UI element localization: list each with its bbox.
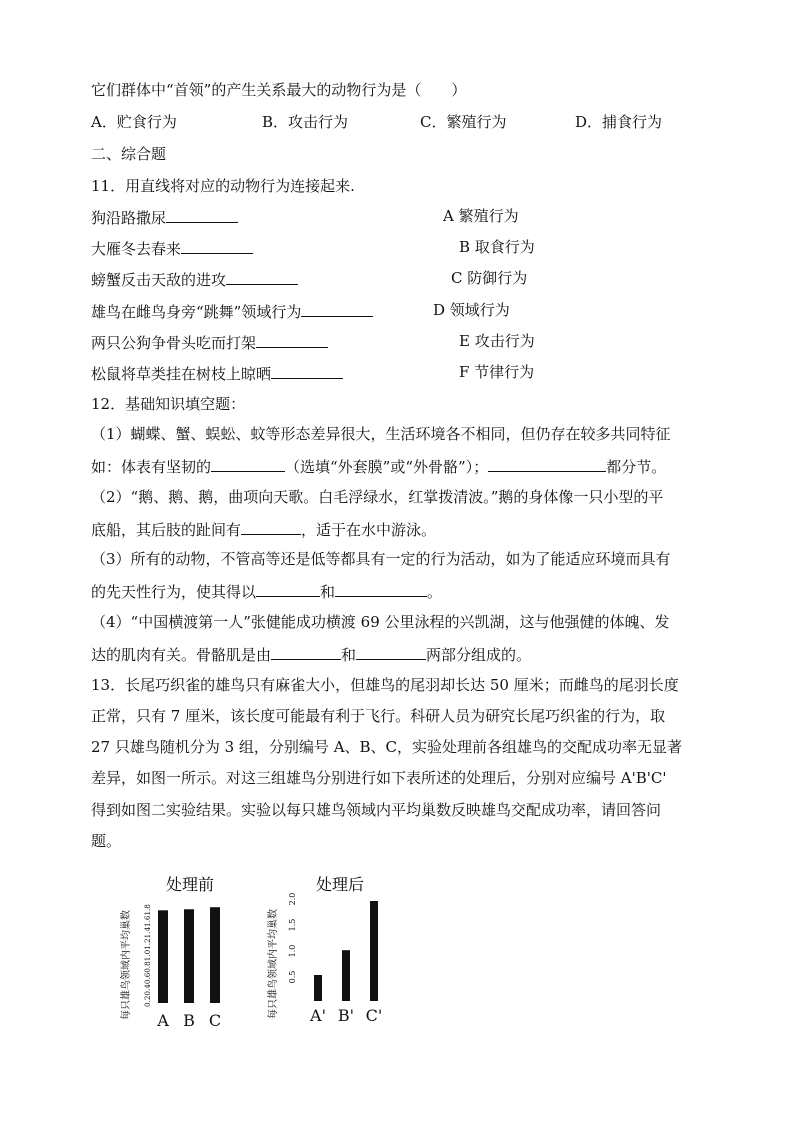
category-label: C xyxy=(208,1011,222,1030)
chart-before-treatment xyxy=(110,870,260,1035)
answer-blank[interactable] xyxy=(335,580,427,597)
q11-right-item: A 繁殖行为 xyxy=(443,207,519,225)
text: ，适于在水中游泳。 xyxy=(301,521,437,539)
text: 都分节。 xyxy=(606,458,667,476)
tick-label: 2.0 xyxy=(288,892,297,906)
tick-label: 1.5 xyxy=(288,918,297,932)
q12-part1-line2 xyxy=(91,455,666,477)
text: 的先天性行为，使其得以 xyxy=(91,583,257,601)
category-label: B' xyxy=(337,1006,355,1025)
q13-line: 正常，只有 7 厘米，该长度可能最有利于飞行。科研人员为研究长尾巧织雀的行为，取 xyxy=(91,707,666,725)
answer-blank[interactable] xyxy=(166,206,238,223)
q10-option-a[interactable]: A．贮食行为 xyxy=(91,113,177,131)
bar xyxy=(158,910,168,1003)
q13-line: 13．长尾巧织雀的雄鸟只有麻雀大小，但雄鸟的尾羽却长达 50 厘米；而雌鸟的尾羽长度 xyxy=(91,676,679,694)
q11-left-text: 大雁冬去春来 xyxy=(91,240,182,258)
q11-left-item xyxy=(91,300,373,322)
q11-right-item: C 防御行为 xyxy=(451,269,528,287)
q12-part3-line2 xyxy=(91,580,442,602)
q12-part2-line1: （2）“鹅、鹅、鹅，曲项向天歌。白毛浮绿水，红掌拨清波。”鹅的身体像一只小型的平 xyxy=(91,488,664,506)
chart-ylabel: 每只雄鸟领域内平均巢数 xyxy=(268,909,279,1019)
q12-part1-line1: （1）蝴蝶、蟹、蜈蚣、蚊等形态差异很大，生活环境各不相同，但仍存在较多共同特征 xyxy=(91,425,671,443)
q12-stem: 12．基础知识填空题： xyxy=(91,395,246,413)
category-label: C' xyxy=(365,1006,383,1025)
text: （选填“外套膜”或“外骨骼”）； xyxy=(285,458,489,476)
q11-left-text: 松鼠将草类挂在树枝上晾晒 xyxy=(91,365,272,383)
q11-left-item xyxy=(91,331,328,353)
q12-part4-line2 xyxy=(91,643,531,665)
q10-stem-tail: 它们群体中“首领”的产生关系最大的动物行为是（ ） xyxy=(91,81,467,99)
tick-label: 0.5 xyxy=(288,970,297,984)
q10-option-d[interactable]: D．捕食行为 xyxy=(575,113,663,131)
q13-line: 27 只雄鸟随机分为 3 组，分别编号 A、B、C，实验处理前各组雄鸟的交配成功率无显著 xyxy=(91,738,683,756)
text: 两部分组成的。 xyxy=(426,646,532,664)
q11-left-text: 狗沿路撒尿 xyxy=(91,209,167,227)
text: 如：体表有坚韧的 xyxy=(91,458,212,476)
answer-blank[interactable] xyxy=(226,268,298,285)
answer-blank[interactable] xyxy=(356,643,426,660)
q13-line: 题。 xyxy=(91,832,122,850)
q11-right-item: E 攻击行为 xyxy=(459,332,535,350)
chart-after-treatment xyxy=(262,870,412,1035)
answer-blank[interactable] xyxy=(271,362,343,379)
q10-option-c[interactable]: C．繁殖行为 xyxy=(420,113,507,131)
q11-left-item xyxy=(91,237,253,259)
bar xyxy=(184,909,194,1003)
text: 达的肌肉有关。骨骼肌是由 xyxy=(91,646,272,664)
answer-blank[interactable] xyxy=(256,331,328,348)
category-label: A' xyxy=(310,1006,326,1025)
q11-left-item xyxy=(91,206,238,228)
q11-right-item: F 节律行为 xyxy=(459,363,535,381)
answer-blank[interactable] xyxy=(271,643,341,660)
text: 和 xyxy=(320,583,336,601)
answer-blank[interactable] xyxy=(241,518,301,535)
q12-part4-line1: （4）“中国横渡第一人”张健能成功横渡 69 公里泳程的兴凯湖，这与他强健的体魄、发 xyxy=(91,613,670,631)
q11-left-text: 雄鸟在雌鸟身旁“跳舞”领域行为 xyxy=(91,303,302,321)
q12-part3-line1: （3）所有的动物，不管高等还是低等都具有一定的行为活动，如为了能适应环境而具有 xyxy=(91,550,671,568)
answer-blank[interactable] xyxy=(211,455,285,472)
q11-left-text: 螃蟹反击天敌的进攻 xyxy=(91,271,227,289)
answer-blank[interactable] xyxy=(301,300,373,317)
tick-label-strip: 0.20.40.60.81.01.21.41.61.8 xyxy=(143,904,152,1007)
chart-title: 处理后 xyxy=(315,875,365,894)
chart-title: 处理前 xyxy=(165,875,215,894)
q10-option-b[interactable]: B．攻击行为 xyxy=(262,113,349,131)
tick-label: 1.0 xyxy=(288,944,297,958)
chart-ylabel: 每只雄鸟领域内平均巢数 xyxy=(121,910,132,1020)
bar xyxy=(342,950,350,1001)
answer-blank[interactable] xyxy=(181,237,253,254)
bar xyxy=(370,901,378,1001)
q11-left-item xyxy=(91,268,298,290)
text: 。 xyxy=(427,583,443,601)
q12-part2-line2 xyxy=(91,518,436,540)
q11-right-item: B 取食行为 xyxy=(459,238,535,256)
category-label: A xyxy=(157,1011,169,1030)
q11-right-item: D 领域行为 xyxy=(433,301,510,319)
text: 底船，其后肢的趾间有 xyxy=(91,521,242,539)
bar xyxy=(314,975,322,1001)
section-heading: 二、综合题 xyxy=(91,145,167,163)
bar xyxy=(210,907,220,1003)
q11-left-item xyxy=(91,362,343,384)
answer-blank[interactable] xyxy=(256,580,320,597)
text: 和 xyxy=(341,646,357,664)
category-label: B xyxy=(183,1011,195,1030)
q13-line: 差异，如图一所示。对这三组雄鸟分别进行如下表所述的处理后，分别对应编号 A'B'C' xyxy=(91,769,667,787)
q11-stem: 11．用直线将对应的动物行为连接起来. xyxy=(91,177,355,195)
q13-line: 得到如图二实验结果。实验以每只雄鸟领域内平均巢数反映雄鸟交配成功率，请回答问 xyxy=(91,801,662,819)
answer-blank[interactable] xyxy=(488,455,606,472)
q11-left-text: 两只公狗争骨头吃而打架 xyxy=(91,334,257,352)
